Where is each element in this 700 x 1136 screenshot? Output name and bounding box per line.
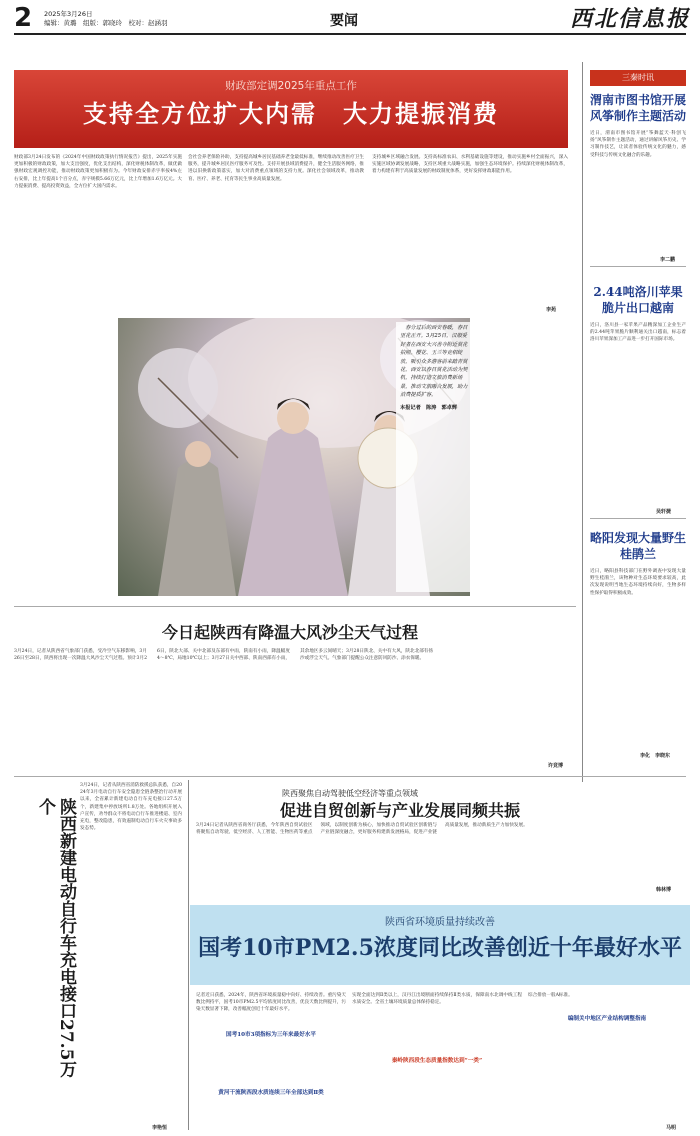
trade-body: 3月24日记者从陕西省商务厅获悉，今年陕西自贸试验区将聚焦自动驾驶、低空经济、人工智能、生物医药等重点领域，以制度创新为核心，加快推动自贸试验区创新链与产业链深度融合，更好服务构建新发展格局，促进产业链高质量发展，推动新质生产力加快发展。 <box>196 823 528 836</box>
pm-column-3: 综合排放一般A标准。 <box>528 993 573 998</box>
wind-top-rule <box>14 606 576 607</box>
ev-body: 3月24日，记者从陕西省消防救援总队获悉，自2024年3月电动自行车安全隐患全链条整治行动开展以来，全省累计新建电动自行车充电接口27.5万个，新建集中停放场所1.8万处。各地组织开展入户宣传，劝导群众不将电动自行车推进楼道、室内充电，整改隐患，有效遏制电动自行车火灾事故多发态势。 <box>80 783 182 832</box>
sidebar-story2-title: 2.44吨洛川苹果脆片出口越南 <box>593 285 683 315</box>
trade-kicker: 陕西聚焦自动驾驶低空经济等重点领域 <box>282 789 418 798</box>
sidebar-story1-byline: 李二鹏 <box>660 257 676 263</box>
lower-rule <box>14 776 686 777</box>
wind-headline: 今日起陕西有降温大风沙尘天气过程 <box>161 623 418 642</box>
photo-caption-text: 春分过后的西安春暖，春日里花正开。3月25日，汉服爱好者在西安大兴善寺附近赏花拍照。樱花、玉兰等竞相绽放，吸引众多游客前来踏青赏花。西安以春日赏花活动为契机，持续打造文旅消费新场景，推动文旅融合发展，助力消费提质扩容。 <box>400 325 468 399</box>
sidebar-story2-byline: 吴轩捷 <box>656 509 672 515</box>
ev-headline: 陕西新建电动自行车充电接口27.5万个 <box>35 798 76 1078</box>
lead-byline: 李苑 <box>546 307 557 313</box>
pm-subhead-4: 编制关中地区产业结构调整指南 <box>567 1016 647 1022</box>
page-number: 2 <box>14 3 33 33</box>
wind-byline: 许竞博 <box>548 763 564 769</box>
masthead: 西北信息报 <box>570 6 691 32</box>
pm-subhead-1: 国考10市3项指标为三年来最好水平 <box>226 1032 316 1038</box>
wind-body: 3月24日，记者从陕西省气象部门获悉，受冷空气东移影响，3月26日至28日，陕西将出现一次降温大风沙尘天气过程。预计3月26日，陕北大部、关中北部及东部有中雨，陕南有小雨，降温幅度4～8℃，局地10℃以上；3月27日关中西部、陕南西部有小雨，其余地区多云间晴天；3月28日陕北、关中有大风，陕北北部有扬沙或浮尘天气。气象部门提醒公众注意防风防沙、添衣保暖。 <box>14 649 433 662</box>
section-name: 要闻 <box>330 13 358 29</box>
issue-date: 2025年3月26日 <box>44 10 93 18</box>
lead-column-1: 财政部3月24日发布的《2024年中国财政政策执行情况报告》提出，2025年实施更加积极的财政政策，加大支出强度，优化支出结构，深化财税体制改革，做优做强财政宏观调控功能，推动财政政策更加积极有为。今年财政安排赤字率按4%左右安排，比上年提高1个百分点，赤字规模5.66万亿元，比上年增加1.6万亿元。大力提振消费、提高投资效益，全方位扩大国内需求。 <box>14 155 182 189</box>
sidebar-rule-2 <box>590 518 686 519</box>
photo-credit: 本报记者 陈涛 郭卓辉 <box>400 404 458 411</box>
pm-subhead-2: 黄河干流陕西段水质连续三年全部达到Ⅱ类 <box>218 1090 324 1096</box>
pm-byline: 马明 <box>666 1125 677 1131</box>
lead-banner <box>14 70 568 148</box>
lead-headline: 支持全方位扩大内需 大力提振消费 <box>83 100 499 128</box>
sidebar-divider <box>582 62 583 782</box>
pm-headline: 国考10市PM2.5浓度同比改善创近十年最好水平 <box>198 935 682 961</box>
sidebar-story1-text: 近日，渭南市图书馆开展“筝舞蓝天·科创飞扬”风筝制作主题活动，通过讲解风筝历史、学习制作技艺，让读者体验传统文化的魅力，感受科技与传统文化融合的乐趣。 <box>590 131 686 158</box>
trade-byline: 韩林博 <box>656 887 672 893</box>
pm-column-2: 实现全面达到Ⅱ类以上，汉丹江出境断面持续保持Ⅱ类水质，保障南水北调中线工程水质安全。全省土壤环境质量总体保持稳定。 <box>352 993 522 1006</box>
lead-column-2: 会社会养老保险补助，支持提高城乡居民基础养老金最低标准，继续推动改善医疗卫生服务，提升城乡居民医疗服务可及性。支持开展县域消费提升，健全生活服务网络，推进以旧换新政策落实，加大对消费重点领域的支持力度。深化社会领域改革，推动教育、医疗、养老、托育等民生事业高质量发展。 <box>188 155 364 182</box>
ev-divider <box>188 780 189 1130</box>
pm-subhead-3: 秦岭陕西段生态质量指数达到“一类” <box>391 1058 483 1064</box>
sidebar-story3-text: 近日，略阳县科技部门在野外调查中发现大量野生桂鹃兰，该物种对生态环境要求较高，此次发现说明当地生态环境持续向好，生物多样性保护取得积极成效。 <box>590 569 686 596</box>
pm-column-1: 记者近日获悉，2024年，陕西省环境质量稳中向好、持续改善。重污染天数比例持平，国考10市PM2.5平均浓度同比改善，优良天数比例提升，污染天数显著下降，改善幅度创近十年最好水平。 <box>196 993 346 1013</box>
header-rule <box>14 33 686 35</box>
lead-column-3: 支持城乡区域融合发展。支持高标准农田、水利基础设施等建设，推动实施乡村全面振兴，深入实施区域协调发展战略，支持区域重大战略实施，加强生态环境保护。持续深化财税体制改革，着力构建有利于高质量发展的财政制度体系，更好发挥财政职能作用。 <box>372 155 568 175</box>
sidebar-story2-text: 近日，洛川县一家苹果产品精深加工企业生产的2.44吨苹果脆片顺利通关出口越南，标志着洛川苹果深加工产品进一步打开国际市场。 <box>590 323 686 343</box>
photo-caption <box>396 322 472 592</box>
lead-kicker: 财政部定调2025年重点工作 <box>225 80 357 92</box>
editor-credits: 编辑：黄璐 组版：郭晓玲 校对：赵涵羽 <box>44 19 168 27</box>
sidebar-tag: 三秦时讯 <box>590 70 686 86</box>
sidebar-story3-byline: 李化 李晓东 <box>640 753 671 759</box>
ev-byline: 李艳恒 <box>152 1125 168 1131</box>
pm-banner <box>190 905 690 985</box>
trade-headline: 促进自贸创新与产业发展同频共振 <box>279 801 520 820</box>
sidebar-rule-1 <box>590 266 686 267</box>
pm-kicker: 陕西省环境质量持续改善 <box>385 917 495 928</box>
sidebar-story1-title: 渭南市图书馆开展风筝制作主题活动 <box>590 93 687 123</box>
sidebar-story3-title: 略阳发现大量野生桂鹃兰 <box>590 531 687 561</box>
